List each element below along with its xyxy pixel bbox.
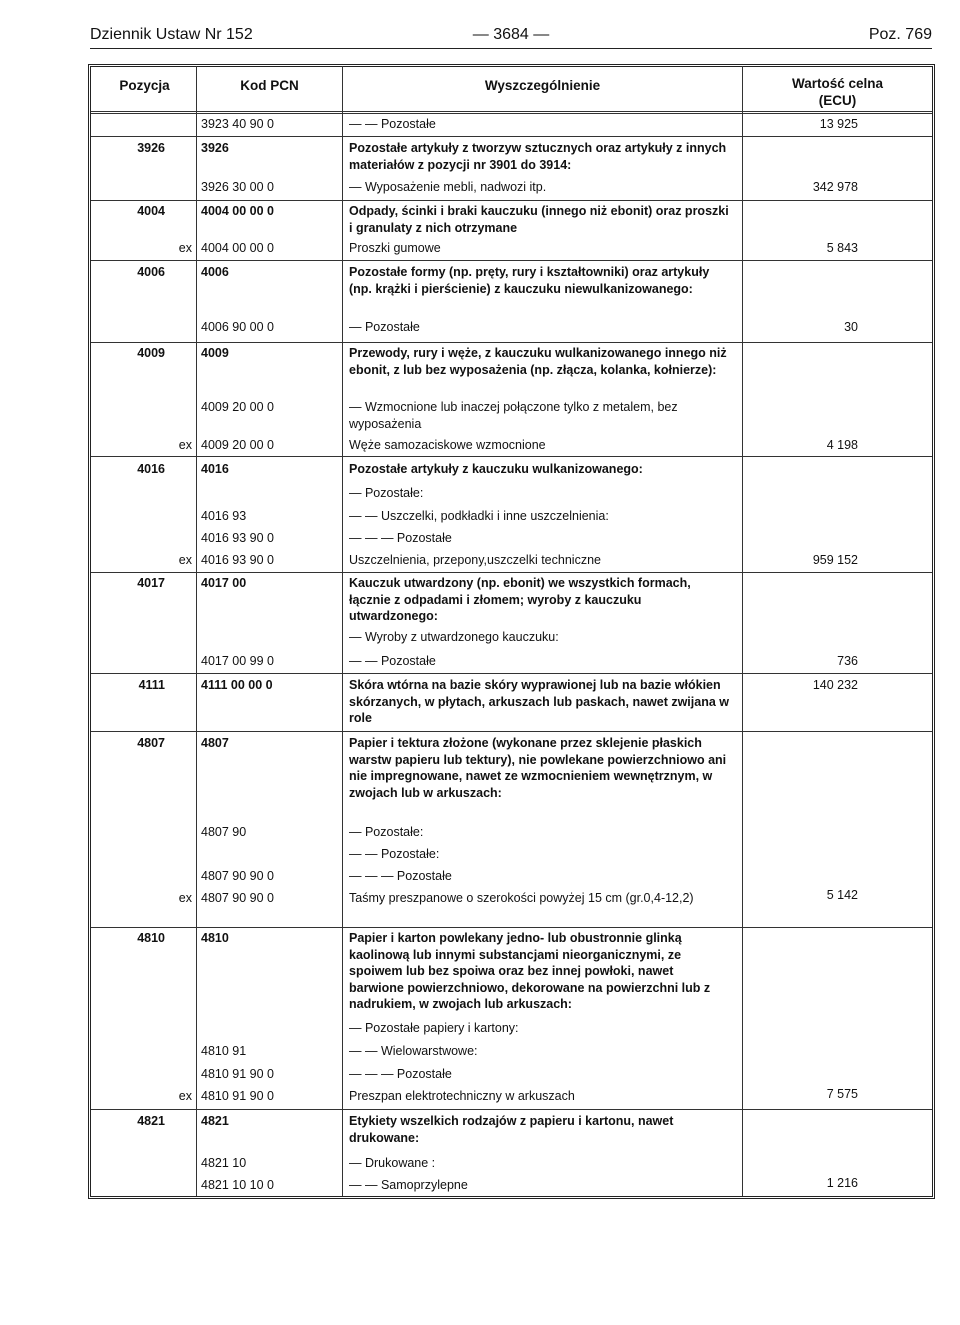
description: — — — Pozostałe — [349, 869, 452, 883]
row-divider — [91, 136, 932, 137]
pcn-code: 4016 93 90 0 — [201, 531, 274, 545]
row-divider — [91, 1109, 932, 1110]
description: — — — Pozostałe — [349, 1067, 452, 1081]
description: — Wyroby z utwardzonego kauczuku: — [349, 630, 559, 644]
description: — Pozostałe: — [349, 486, 424, 500]
row-divider — [91, 260, 932, 261]
row-divider — [91, 572, 932, 573]
description: — — Samoprzylepne — [349, 1178, 468, 1192]
pcn-code: 4017 00 — [201, 576, 247, 590]
description: Odpady, ścinki i braki kauczuku (innego niż ebonit) oraz proszki i granulaty z nich otrzymane — [349, 204, 729, 235]
description: Taśmy preszpanowe o szerokości powyżej 15 cm (gr.0,4-12,2) — [349, 891, 694, 905]
column-divider — [196, 66, 197, 1196]
customs-value: 13 925 — [819, 117, 858, 131]
position-number: 4017 — [137, 576, 165, 590]
customs-value: 5 843 — [826, 241, 858, 255]
position-number: 4111 — [138, 678, 165, 692]
description: — — Uszczelki, podkładki i inne uszczelnienia: — [349, 509, 609, 523]
pcn-code: 4009 20 00 0 — [201, 438, 274, 452]
description: Skóra wtórna na bazie skóry wyprawionej lub na bazie włókien skórzanych, w płytach, arkuszach lub paskach, nawet zwijana w role — [349, 678, 729, 725]
description: Papier i karton powlekany jedno- lub obustronnie glinką kaolinową lub innymi substancjami nieorganicznymi, ze spoiwem lub bez spoiwa oraz bez innej powłoki, nawet barwione powierzchniowo, dekorowane na powierzchni lub z nadrukiem, w zwojach lub arkuszach: — [349, 931, 711, 1011]
description: Pozostałe formy (np. pręty, rury i kształtowniki) oraz artykuły (np. krążki i pierścienie) z kauczuku niewulkanizowanego: — [349, 265, 710, 296]
customs-value: 30 — [844, 320, 858, 334]
description: Przewody, rury i węże, z kauczuku wulkanizowanego innego niż ebonit, z lub bez wyposażenia (np. złącza, kolanka, kołnierze): — [349, 346, 727, 377]
pcn-code: 4807 — [201, 736, 229, 750]
page-number: — 3684 — — [472, 26, 550, 43]
position-number: 4009 — [137, 346, 165, 360]
pcn-code: 4016 — [201, 462, 229, 476]
pcn-code: 4004 00 00 0 — [201, 204, 274, 218]
description: Pozostałe artykuły z tworzyw sztucznych oraz artykuły z innych materiałów z pozycji nr 3901 do 3914: — [349, 141, 727, 172]
pcn-code: 4111 00 00 0 — [201, 678, 273, 692]
customs-value: 7 575 — [826, 1087, 858, 1101]
pcn-code: 4009 20 00 0 — [201, 400, 274, 414]
column-divider — [342, 66, 343, 1196]
pcn-code: 3926 30 00 0 — [201, 180, 274, 194]
ex-marker: ex — [178, 553, 192, 567]
pcn-code: 4006 90 00 0 — [201, 320, 274, 334]
description: Węże samozaciskowe wzmocnione — [349, 438, 546, 452]
position-number: 4807 — [137, 736, 165, 750]
pcn-code: 4807 90 90 0 — [201, 891, 274, 905]
position-number: 4006 — [137, 265, 165, 279]
column-header-pozycja: Pozycja — [119, 78, 170, 93]
pcn-code: 4017 00 99 0 — [201, 654, 274, 668]
ex-marker: ex — [178, 891, 192, 905]
description: — Pozostałe — [349, 320, 420, 334]
description: — Pozostałe papiery i kartony: — [349, 1021, 519, 1035]
description: Pozostałe artykuły z kauczuku wulkanizowanego: — [349, 462, 643, 476]
customs-value: 4 198 — [826, 438, 858, 452]
pcn-code: 4016 93 — [201, 509, 247, 523]
pcn-code: 4807 90 90 0 — [201, 869, 274, 883]
position-number: 3926 — [137, 141, 165, 155]
pcn-code: 4004 00 00 0 — [201, 241, 274, 255]
customs-value: 959 152 — [812, 553, 858, 567]
pcn-code: 4016 93 90 0 — [201, 553, 274, 567]
description: — Drukowane : — [349, 1156, 436, 1170]
description: Etykiety wszelkich rodzajów z papieru i kartonu, nawet drukowane: — [349, 1114, 674, 1145]
column-divider — [742, 66, 743, 1196]
customs-value: 342 978 — [812, 180, 858, 194]
item-number: Poz. 769 — [868, 26, 932, 43]
row-divider — [91, 342, 932, 343]
pcn-code: 4009 — [201, 346, 229, 360]
description: Proszki gumowe — [349, 241, 441, 255]
column-header-wartosc: Wartość celna — [791, 76, 884, 91]
header-divider — [91, 111, 932, 114]
pcn-code: 4807 90 — [201, 825, 247, 839]
row-divider — [91, 731, 932, 732]
customs-value: 140 232 — [812, 678, 858, 692]
page-header — [90, 24, 932, 49]
description: — Wyposażenie mebli, nadwozi itp. — [349, 180, 547, 194]
position-number: 4821 — [137, 1114, 165, 1128]
ex-marker: ex — [178, 1089, 192, 1103]
position-number: 4004 — [137, 204, 165, 218]
pcn-code: 4821 — [201, 1114, 229, 1128]
row-divider — [91, 456, 932, 457]
pcn-code: 3926 — [201, 141, 229, 155]
position-number: 4810 — [137, 931, 165, 945]
column-header-opis: Wyszczególnienie — [484, 78, 601, 93]
description: Uszczelnienia, przepony,uszczelki techniczne — [349, 553, 601, 567]
column-header-wartosc-unit: (ECU) — [818, 93, 857, 108]
description: — — Pozostałe — [349, 654, 436, 668]
description: — — Wielowarstwowe: — [349, 1044, 478, 1058]
row-divider — [91, 673, 932, 674]
pcn-code: 4810 91 90 0 — [201, 1089, 274, 1103]
position-number: 4016 — [137, 462, 165, 476]
row-divider — [91, 200, 932, 201]
description: — Pozostałe: — [349, 825, 424, 839]
description: — — Pozostałe — [349, 117, 436, 131]
column-header-kod: Kod PCN — [240, 78, 299, 93]
pcn-code: 4810 91 — [201, 1044, 247, 1058]
description: — Wzmocnione lub inaczej połączone tylko z metalem, bez wyposażenia — [349, 400, 678, 431]
description: Papier i tektura złożone (wykonane przez sklejenie płaskich warstw papieru lub tektury), nie powlekane powierzchniowo ani nie impregnowane, nawet ze wzmocnieniem wewnętrznym, w zwojach lub w arkuszach: — [349, 736, 727, 800]
row-divider — [91, 927, 932, 928]
pcn-code: 4810 — [201, 931, 229, 945]
customs-value: 736 — [837, 654, 858, 668]
pcn-code: 4821 10 — [201, 1156, 247, 1170]
pcn-code: 4006 — [201, 265, 229, 279]
description: — — Pozostałe: — [349, 847, 440, 861]
ex-marker: ex — [178, 438, 192, 452]
description: Preszpan elektrotechniczny w arkuszach — [349, 1089, 575, 1103]
journal-title: Dziennik Ustaw Nr 152 — [90, 26, 253, 43]
ex-marker: ex — [178, 241, 192, 255]
customs-value: 5 142 — [826, 888, 858, 902]
description: Kauczuk utwardzony (np. ebonit) we wszystkich formach, łącznie z odpadami i złomem; wyroby z kauczuku utwardzonego: — [349, 576, 691, 623]
pcn-code: 3923 40 90 0 — [201, 117, 274, 131]
customs-value: 1 216 — [826, 1176, 858, 1190]
description: — — — Pozostałe — [349, 531, 452, 545]
pcn-code: 4821 10 10 0 — [201, 1178, 274, 1192]
pcn-code: 4810 91 90 0 — [201, 1067, 274, 1081]
